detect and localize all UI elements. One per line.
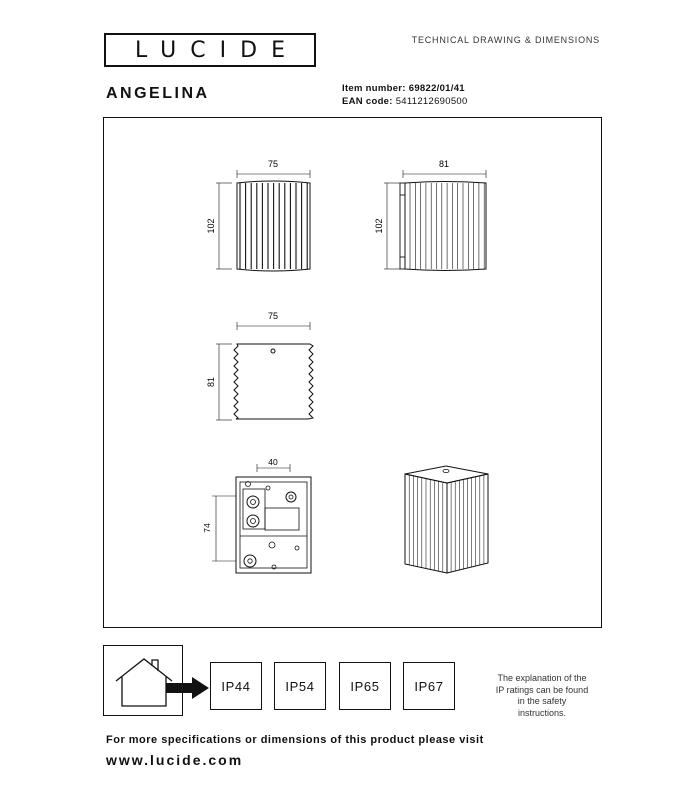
ip-rating-ip54: IP54: [274, 662, 326, 710]
document-type: TECHNICAL DRAWING & DIMENSIONS: [411, 35, 600, 45]
ean-label: EAN code:: [342, 96, 393, 107]
ean-value: 5411212690500: [395, 96, 468, 107]
ip-rating-ip67: IP67: [403, 662, 455, 710]
ip-rating-ip65: IP65: [339, 662, 391, 710]
ip-note-line: instructions.: [517, 707, 567, 718]
ip-explanation-note: [482, 673, 602, 719]
arrow-right-icon: [166, 677, 210, 699]
footer-text: For more specifications or dimensions of this product please visit: [106, 734, 484, 746]
top-view: [216, 322, 313, 420]
front-view: [216, 170, 310, 271]
side-height-dimension: 102: [374, 218, 384, 234]
website-link[interactable]: www.lucide.com: [106, 752, 244, 768]
mounting-view: [212, 464, 311, 573]
top-width-dimension: 75: [267, 311, 279, 321]
ip-rating-ip44: IP44: [210, 662, 262, 710]
mount-width-dimension: 40: [268, 457, 278, 467]
ip-note-line: The explanation of the: [497, 673, 587, 683]
top-height-dimension: 81: [206, 376, 216, 388]
mount-height-dimension: 74: [202, 523, 212, 533]
item-number-value: 69822/01/41: [408, 83, 465, 94]
item-number-label: Item number:: [342, 83, 406, 94]
side-width-dimension: 81: [438, 159, 450, 169]
ip-note-line: in the safety: [517, 696, 567, 706]
product-name: ANGELINA: [106, 85, 210, 102]
front-width-dimension: 75: [267, 159, 279, 169]
brand-logo-text: LUCIDE: [135, 37, 299, 63]
ip-note-line: IP ratings can be found: [495, 684, 589, 695]
isometric-view: [405, 466, 488, 573]
side-view: [384, 170, 486, 271]
front-height-dimension: 102: [206, 218, 216, 234]
